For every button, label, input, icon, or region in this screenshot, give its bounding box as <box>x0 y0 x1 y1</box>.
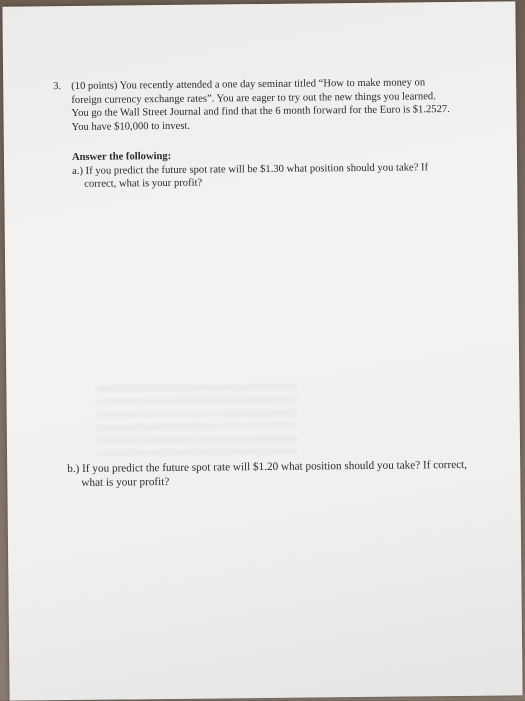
question-block <box>53 76 483 133</box>
show-through-text <box>96 384 297 456</box>
answer-heading: Answer the following: <box>71 150 172 163</box>
part-b-section <box>67 457 517 490</box>
question-line: foreign currency exchange rates”. You are eager to try out the new things you learned. <box>71 90 436 106</box>
question-line: You have $10,000 to invest. <box>71 120 191 133</box>
question-number: 3. <box>53 81 62 93</box>
part-a-line: correct, what is your profit? <box>84 177 203 190</box>
question-line: (10 points) You recently attended a one day seminar titled “How to make money on <box>71 77 426 92</box>
part-b-line: b.) If you predict the future spot rate will $1.20 what position should you take? If correct, <box>67 458 468 476</box>
question-text <box>71 76 492 134</box>
question-line: You go the Wall Street Journal and find that the 6 month forward for the Euro is $1.2527. <box>71 104 450 119</box>
part-a-line: a.) If you predict the future spot rate will be $1.30 what position should you take? If <box>72 161 429 177</box>
paper-sheet <box>2 1 522 700</box>
part-b-line: what is your profit? <box>81 475 170 489</box>
answer-section <box>72 147 492 192</box>
